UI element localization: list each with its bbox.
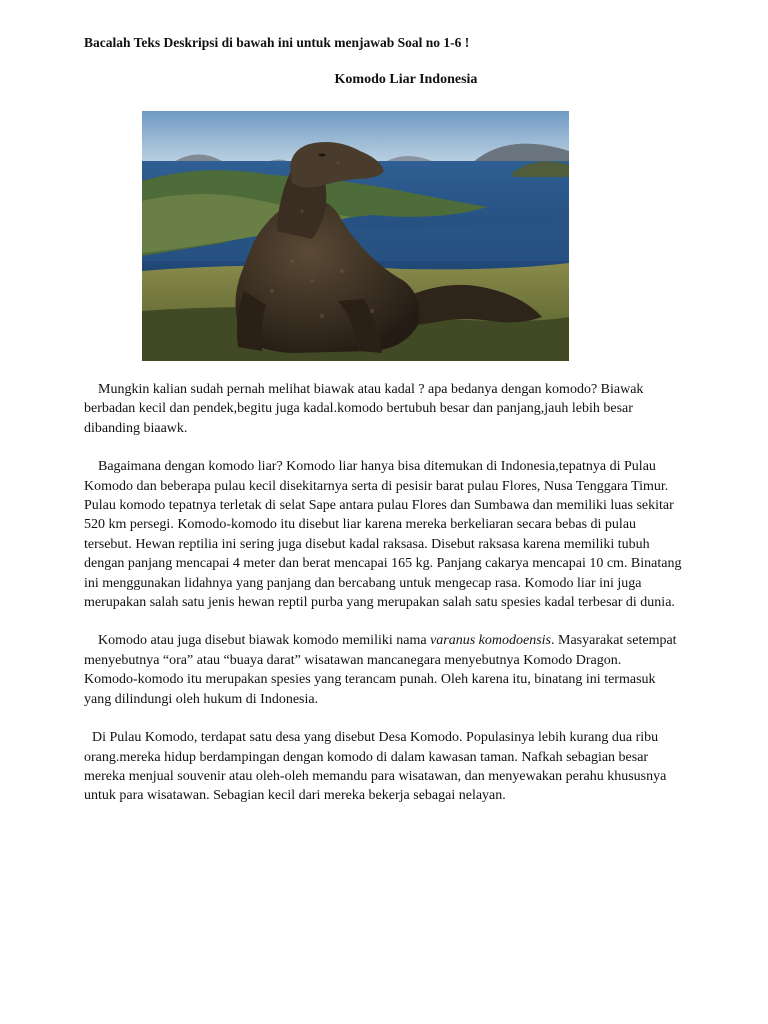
paragraph-2 (84, 457, 734, 612)
paragraph-4 (84, 728, 734, 806)
paragraph-line: Bagaimana dengan komodo liar? Komodo liar hanya bisa ditemukan di Indonesia,tepatnya di Pulau (98, 459, 656, 475)
instruction-text: Bacalah Teks Deskripsi di bawah ini untuk menjawab Soal no 1-6 ! (84, 35, 470, 50)
paragraph-line: dengan panjang mencapai 4 meter dan berat mencapai 165 kg. Panjang cakarya mencapai 10 cm. Binatang (84, 556, 682, 572)
paragraph-line: 520 km persegi. Komodo-komodo itu disebut liar karena mereka berkeliaran secara bebas di pulau (84, 517, 637, 533)
paragraph-line: berbadan kecil dan pendek,begitu juga kadal.komodo bertubuh besar dan panjang,jauh lebih besar (84, 401, 633, 417)
paragraph-3 (84, 631, 734, 709)
paragraph-text: . Masyarakat setempat (551, 633, 677, 649)
document-title: Komodo Liar Indonesia (334, 72, 478, 87)
paragraph-line: ini menggunakan lidahnya yang panjang dan bercabang untuk mengecap rasa. Komodo liar ini juga (84, 575, 642, 591)
paragraph-line: orang.mereka hidup berdampingan dengan komodo di dalam kawasan taman. Nafkah sebagian besar (84, 749, 649, 765)
article-body (84, 380, 734, 825)
paragraph-line: Komodo-komodo itu merupakan spesies yang terancam punah. Oleh karena itu, binatang ini termasuk (84, 672, 656, 688)
paragraph-1 (84, 380, 734, 438)
paragraph-line: Pulau komodo tepatnya terletak di selat Sape antara pulau Flores dan Sumbawa dan memiliki luas sekitar (84, 498, 674, 514)
paragraph-line: Mungkin kalian sudah pernah melihat biawak atau kadal ? apa bedanya dengan komodo? Biawak (98, 382, 644, 397)
paragraph-line: yang dilindungi oleh hukum di Indonesia. (84, 691, 319, 707)
paragraph-line: untuk para wisatawan. Sebagian kecil dari mereka bekerja sebagai nelayan. (84, 788, 506, 804)
komodo-photo (142, 111, 569, 361)
paragraph-line: menyebutnya “ora” atau “buaya darat” wisatawan mancanegara menyebutnya Komodo Dragon. (84, 652, 622, 668)
paragraph-line: dibanding biaawk. (84, 420, 188, 436)
paragraph-text: Komodo atau juga disebut biawak komodo memiliki nama (98, 633, 431, 649)
paragraph-line (84, 631, 734, 650)
paragraph-line: Di Pulau Komodo, terdapat satu desa yang disebut Desa Komodo. Populasinya lebih kurang dua ribu (92, 730, 659, 746)
paragraph-line: tersebut. Hewan reptilia ini sering juga disebut kadal raksasa. Disebut raksasa karena memiliki tubuh (84, 536, 650, 552)
paragraph-line: mereka menjual souvenir atau oleh-oleh memandu para wisatawan, dan menyewakan perahu khususnya (84, 768, 667, 784)
scientific-name: varanus komodoensis (430, 633, 551, 649)
paragraph-line: Komodo dan beberapa pulau kecil disekitarnya serta di pesisir barat pulau Flores, Nusa Tenggara Timur. (84, 478, 669, 494)
paragraph-line: merupakan salah satu jenis hewan reptil purba yang merupakan salah satu spesies kadal terbesar di dunia. (84, 595, 675, 611)
